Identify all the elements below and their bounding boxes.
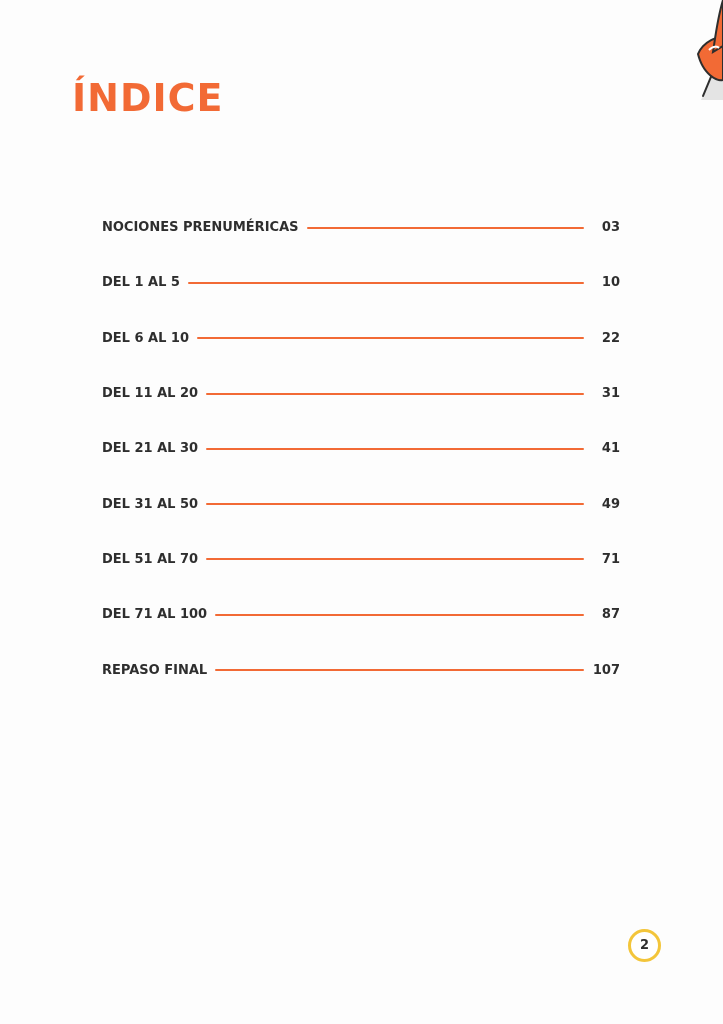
- toc-entry-page: 10: [601, 275, 620, 291]
- toc-entry-label: DEL 11 AL 20: [102, 386, 199, 402]
- leader-line: [206, 393, 584, 395]
- toc-entry-label: DEL 21 AL 30: [102, 441, 199, 457]
- toc-entry[interactable]: [102, 311, 622, 366]
- leader-line: [197, 337, 584, 339]
- toc-entry[interactable]: [102, 200, 622, 255]
- toc-entry-page: 41: [601, 441, 620, 457]
- toc-entry-label: DEL 71 AL 100: [102, 607, 208, 623]
- page-number-badge: 2: [628, 929, 661, 962]
- leader-line: [215, 669, 584, 671]
- toc-entry-label: REPASO FINAL: [102, 662, 208, 678]
- toc-entry-page: 87: [601, 607, 620, 623]
- leader-line: [307, 227, 585, 229]
- toc-entry-page: 71: [601, 551, 620, 567]
- toc-entry[interactable]: [102, 532, 622, 587]
- leader-line: [206, 558, 584, 560]
- leader-line: [206, 503, 584, 505]
- toc-entry-label: DEL 6 AL 10: [102, 330, 190, 346]
- toc-entry-page: 03: [601, 220, 620, 236]
- toc-entry[interactable]: [102, 255, 622, 310]
- toc-entry[interactable]: [102, 587, 622, 642]
- toc-entry[interactable]: [102, 642, 622, 697]
- page-title: ÍNDICE: [72, 76, 224, 120]
- toc-entry[interactable]: [102, 421, 622, 476]
- table-of-contents: [102, 200, 622, 698]
- toc-entry-page: 49: [601, 496, 620, 512]
- toc-entry[interactable]: [102, 366, 622, 421]
- toc-entry-label: DEL 51 AL 70: [102, 551, 199, 567]
- toc-entry-label: DEL 31 AL 50: [102, 496, 199, 512]
- toc-entry-page: 22: [601, 330, 620, 346]
- toc-entry[interactable]: [102, 476, 622, 531]
- toc-entry-page: 107: [592, 662, 620, 678]
- leader-line: [188, 282, 584, 284]
- toc-entry-page: 31: [601, 386, 620, 402]
- toc-entry-label: NOCIONES PRENUMÉRICAS: [102, 220, 299, 236]
- push-pin-icon: [643, 0, 723, 110]
- leader-line: [206, 448, 584, 450]
- toc-entry-label: DEL 1 AL 5: [102, 275, 180, 291]
- leader-line: [215, 614, 584, 616]
